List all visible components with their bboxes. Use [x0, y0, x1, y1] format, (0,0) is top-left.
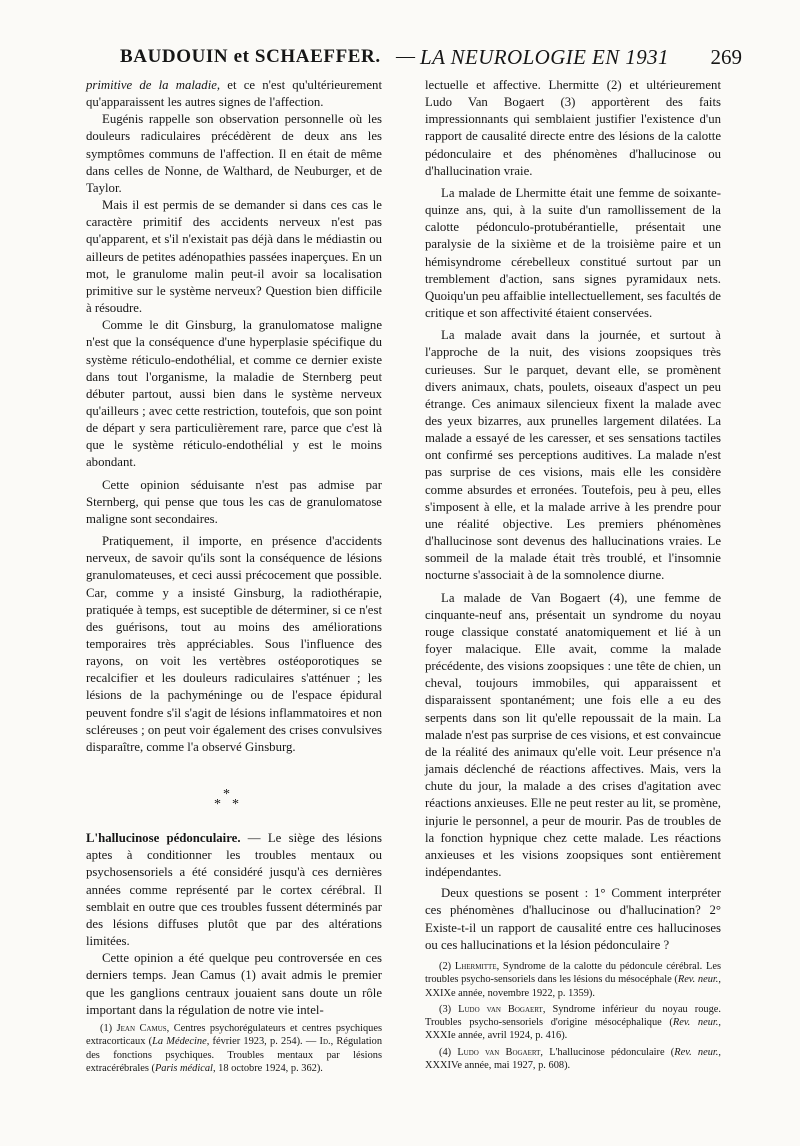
footnotes-right — [425, 960, 721, 1075]
paragraph: Deux questions se posent : 1° Comment interpréter ces phénomènes d'hallucinose ou d'hallucination? 2° Existe-t-il un rapport de causalité entre ces hallucinoses ou ces hallucinations et la lésion pédonculaire ? — [425, 886, 721, 952]
footnote-text: , XXXIe année, avril 1924, p. 416). — [425, 1017, 721, 1042]
paragraph-text: — Le siège des lésions aptes à conditionner les troubles mentaux ou psychosensoriels a été considéré jusqu'à ces dernières années comme représenté par le cortex cérébral. Il semblait en outre que ces troubles fussent déterminés par des lésions diffuses plutôt que par des altérations limitées. — [86, 831, 382, 949]
italic-phrase: primitive de la maladie, — [86, 78, 221, 92]
paragraph: La malade de Lhermitte était une femme de soixante-quinze ans, qui, à la suite d'un ramollissement de la calotte pédonculo-protubérantielle, présentait une paralysie de la sixième et de la troisième paire et un hémisyndrome cérebelleux constitué surtout par un tremblement d'action, sans signes pyramidaux nets. Quoiqu'un peu affaiblie intellectuellement, ses facultés de critique et son affectivité étaient conservées. — [425, 185, 721, 321]
footnote — [86, 1022, 382, 1075]
paragraph: La malade de Van Bogaert (4), une femme de cinquante-neuf ans, présentait un syndrome du noyau rouge classique constaté anatomiquement et lié à un foyer malacique. Elle avait, comme la malade précédente, des visions zoopsiques : une tête de chien, un cheval, toujours immobiles, qui apparaissent et disparaissent spontanément; une fois elle a eu des serpents dans son lit qu'elle repoussait de la main. La malade n'est pas surprise de ces visions, et est convaincue de la réalité des animaux qu'elle voit. Leur présence n'a jamais déclenché de réactions affectives. Mais, vers la chute du jour, la malade a des crises d'agitation avec réactions anxieuses. Elle ne peut rester au lit, se promène, injurie le personnel, a peur de mourir. Pas de troubles de la fonction hypnique chez cette malade. Les réactions anxieuses et les visions zoopsiques sont entièrement indépendantes. — [425, 590, 721, 880]
footnotes-left — [86, 1022, 382, 1075]
footnote-author: Lhermitte — [454, 961, 497, 972]
footnote-author: Id. — [319, 1036, 331, 1048]
footnote — [425, 1003, 721, 1043]
running-head — [120, 40, 770, 74]
asterisk: * — [214, 797, 221, 813]
asterisk: * — [232, 797, 239, 813]
asterisk: * — [223, 787, 230, 803]
paragraph-text: et ce n'est qu'ultérieurement qu'apparaissent les autres signes de l'affection. — [86, 78, 382, 110]
footnote-journal: La Médecine — [152, 1036, 207, 1048]
header-separator: — — [396, 46, 415, 67]
footnote-author: Jean Camus — [116, 1023, 167, 1034]
paragraph: Eugénis rappelle son observation personnelle où les douleurs radiculaires précédèrent de deux ans les symptômes communs de l'affection. Il en était de même dans celles de Nonne, de Walthard, de Neuburger, et de Taylor. — [86, 112, 382, 195]
header-journal-title: LA NEUROLOGIE EN 1931 — [420, 45, 669, 69]
paragraph: Pratiquement, il importe, en présence d'accidents nerveux, de savoir qu'ils sont la conséquence de lésions granulomateuses, et ceci aussi précocement que possible. Car, comme y a insisté Ginsburg, la radiothérapie, pratiquée à temps, est suceptible de déterminer, si ce n'est des guérisons, tout au moins des améliorations temporaires très appréciables. Sous l'influence des rayons, on voit les vertèbres ostéoporotiques se recalcifier et les douleurs radiculaires s'atténuer ; les lésions de la pachyméninge ou de l'espace épidural peuvent fondre s'il s'agit de lésions inflammatoires et non scléreuses ; on peut voir également des crises convulsives disparaître, comme l'a observé Ginsburg. — [86, 534, 382, 754]
paragraph: Mais il est permis de se demander si dans ces cas le caractère primitif des accidents nerveux n'est pas qu'apparent, et s'il n'existait pas déjà dans le médiastin ou ailleurs de petites adénopathies passées inaperçues. En un mot, le granulome malin peut-il avoir sa localisation primitive sur le système nerveux? Question bien difficile à résoudre. — [86, 198, 382, 316]
footnote-marker: (2) — [439, 961, 455, 972]
footnote-text: , 18 octobre 1924, p. 362). — [212, 1062, 323, 1074]
footnote-text: , Régulation des fonctions psychiques. Troubles mentaux par lésions extracérébrales ( — [86, 1036, 383, 1074]
page-number: 269 — [710, 45, 742, 69]
paragraph — [86, 77, 382, 111]
footnote-text: , XXIXe année, novembre 1922, p. 1359). — [425, 974, 721, 999]
footnote-marker: (3) — [439, 1003, 459, 1015]
footnote-author: Ludo van Bogaert — [458, 1003, 543, 1015]
footnote-marker: (1) — [100, 1023, 117, 1034]
footnote-marker: (4) — [439, 1046, 458, 1058]
footnote-text: , Syndrome inférieur du noyau rouge. Troubles psycho-sensoriels d'origine mésocéphalique ( — [425, 1003, 722, 1029]
footnote-text: , XXXIVe année, mai 1927, p. 608). — [425, 1046, 721, 1072]
footnote-author: Ludo van Bogaert — [457, 1046, 541, 1058]
section-title: L'hallucinose pédonculaire. — [86, 831, 241, 846]
right-column — [425, 77, 721, 954]
paragraph: Cette opinion séduisante n'est pas admise par Sternberg, qui pense que tous les cas de granulomatose maligne sont secondaires. — [86, 477, 382, 526]
footnote-text: , Syndrome de la calotte du pédoncule cérébral. Les troubles psycho-sensoriels dans les lésions du mésocéphale ( — [425, 961, 721, 986]
paragraph: La malade avait dans la journée, et surtout à l'approche de la nuit, des visions zoopsiques très curieuses. Sur le parquet, devant elle, se promènent divers animaux, chats, poulets, oiseaux d'aspect un peu étrange. Ces animaux silencieux fixent la malade avec des yeux bizarres, aux prunelles largement dilatées. La malade a essayé de les caresser, et ses sensations tactiles ont confirmé ses perceptions auditives. La malade n'est pas surprise de ces visions, mais elle les considère comme absurdes et erronées. Toutefois, peu à peu, elles s'imposent à elle, et la malade arrive à les prendre pour une réalité objective. Les premiers phénomènes d'hallucinose sont devenus des hallucinations vraies. Le sommeil de la malade était très troublé, et l'insomnie nocturne s'associait à de la somnolence diurne. — [425, 328, 721, 583]
footnote — [425, 1046, 721, 1073]
footnote-text: , L'hallucinose pédonculaire ( — [540, 1046, 675, 1058]
footnote — [425, 960, 721, 1000]
left-column — [86, 77, 382, 1019]
header-authors: BAUDOUIN et SCHAEFFER. — [120, 46, 381, 67]
section-paragraph — [86, 830, 382, 950]
footnote-journal: Rev. neur. — [674, 1046, 719, 1058]
footnote-text: , février 1923, p. 254). — — [206, 1036, 320, 1048]
paragraph: Cette opinion a été quelque peu controversée en ces derniers temps. Jean Camus (1) avait admis le premier que les ganglions centraux jouaient sans doute un rôle important dans la régulation de notre vie intel- — [86, 951, 382, 1017]
asterism-divider — [86, 774, 382, 830]
paragraph: Comme le dit Ginsburg, la granulomatose maligne n'est que la conséquence d'une hyperplasie spécifique du système réticulo-endothélial, et comme ce dernier existe dans tout l'organisme, la maladie de Sternberg peut débuter partout, aussi bien dans le système nerveux qu'ailleurs ; avec cette restriction, toutefois, que son point de départ y sera particulièrement rare, parce que c'est là que le système réticulo-endothélial y est le moins abondant. — [86, 318, 382, 470]
footnote-journal: Rev. neur. — [677, 974, 719, 986]
paragraph: lectuelle et affective. Lhermitte (2) et ultérieurement Ludo Van Bogaert (3) apportèrent des faits impressionnants qui semblaient justifier l'existence d'un rapport de causalité directe entre des lésions de la calotte pédonculaire et des phénomènes d'hallucinose ou d'hallucination vraie. — [425, 78, 721, 178]
footnote-text: , Centres psychorégulateurs et centres psychiques extracorticaux ( — [86, 1023, 383, 1048]
footnote-journal: Paris médical — [154, 1062, 213, 1074]
footnote-journal: Rev. neur. — [672, 1017, 719, 1029]
